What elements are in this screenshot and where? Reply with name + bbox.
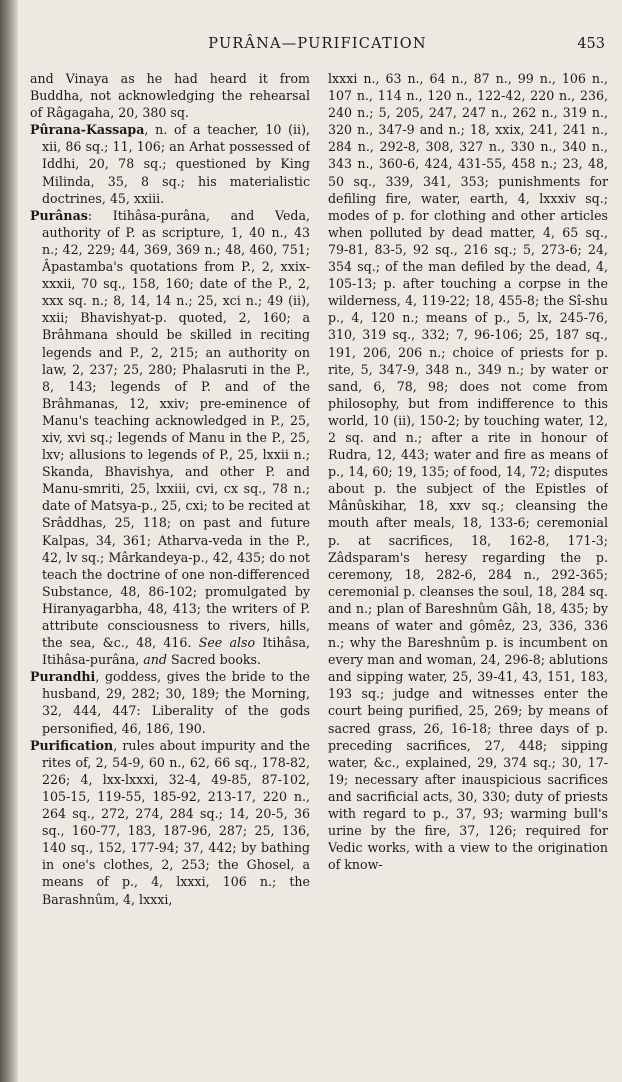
- entry-headword: Purandhi: [30, 669, 96, 685]
- index-entry: [30, 70, 310, 121]
- entry-body: Itihâsa, Itihâsa-purâna,: [42, 635, 310, 668]
- see-also-label: See also: [198, 635, 256, 651]
- left-column: [30, 70, 310, 1075]
- running-head: PURÂNA—PURIFICATION: [208, 36, 427, 52]
- book-binding-shadow: [0, 0, 18, 1082]
- index-entry: [328, 70, 608, 873]
- and-word: and: [143, 652, 167, 668]
- entry-body: lxxxi n., 63 n., 64 n., 87 n., 99 n., 106 n., 107 n., 114 n., 120 n., 122-42, 220 n., 236, 240 n.; 5, 205, 247, 247 n., 262 n., 319 n., 320 n., 347-9 and n.; 18, xxix, 241, 241 n., 284 n., 292-8, 308, 327 n., 330 n., 340 n., 343 n., 360-6, 424, 431-55, 458 n.; 23, 48, 50 sq., 339, 341, 353; punishments for defiling fire, water, earth, 4, lxxxiv sq.; modes of p. for clothing and other articles when polluted by dead matter, 4, 65 sq., 79-81, 83-5, 92 sq., 216 sq.; 5, 273-6; 24, 354 sq.; of the man defiled by the dead, 4, 105-13; p. after touching a corpse in the wilderness, 4, 119-22; 18, 455-8; the Sî-shu p., 4, 120 n.; means of p., 5, lx, 245-76, 310, 319 sq., 332; 7, 96-106; 25, 187 sq., 191, 206, 206 n.; choice of priests for p. rite, 5, 347-9, 348 n., 349 n.; by water or sand, 6, 78, 98; does not come from philosophy, but from indifference to this world, 10 (ii), 150-2; by touching water, 12, 2 sq. and n.; after a rite in honour of Rudra, 12, 443; water and fire as means of p., 14, 60; 19, 135; of food, 14, 72; disputes about p. the subject of the Epistles of Mânûskihar, 18, xxv sq.; cleansing the mouth after meals, 18, 133-6; ceremonial p. at sacrifices, 18, 162-8, 171-3; Zâdsparam's heresy regarding the p. ceremony, 18, 282-6, 284 n., 292-365; ceremonial p. cleanses the soul, 18, 284 sq. and n.; plan of Bareshnûm Gâh, 18, 435; by means of water and gômêz, 23, 336, 336 n.; why the Bareshnûm p. is incumbent on every man and woman, 24, 296-8; ablutions and sipping water, 25, 39-41, 43, 151, 183, 193 sq.; judge and witnesses enter the court being purified, 25, 269; by means of sacred grass, 26, 16-18; three days of p. preceding sacrifices, 27, 448; sipping water, &c., explained, 29, 374 sq.; 30, 17-19; necessary after inauspicious sacrifices and sacrificial acts, 30, 330; duty of priests with regard to p., 37, 93; warming bull's urine by the fire, 37, 126; required for Vedic works, with a view to the origination of know-: [328, 71, 608, 873]
- index-entry: [30, 737, 310, 908]
- entry-body: , goddess, gives the bride to the husband, 29, 282; 30, 189; the Morning, 32, 444, 447: Liberality of the gods personified, 46, 186, 190.: [42, 669, 310, 736]
- entry-headword: Purânas: [30, 207, 88, 223]
- index-entry: [30, 121, 310, 206]
- entry-body: , rules about impurity and the rites of, 2, 54-9, 60 n., 62, 66 sq., 178-82, 226; 4, lxx-lxxxi, 32-4, 49-85, 87-102, 105-15, 119-55, 185-92, 213-17, 220 n., 264 sq., 272, 274, 284 sq.; 14, 20-5, 36 sq., 160-77, 183, 187-96, 287; 25, 136, 140 sq., 152, 177-94; 37, 442; by bathing in one's clothes, 2, 253; the Ghosel, a means of p., 4, lxxxi, 106 n.; the Barashnûm, 4, lxxxi,: [42, 737, 310, 907]
- page-header: [30, 36, 605, 58]
- index-entry: [30, 668, 310, 736]
- entry-headword: Pûrana-Kassapa: [30, 122, 145, 138]
- right-column: [328, 70, 608, 1075]
- page-number: 453: [577, 36, 605, 52]
- index-entry: [30, 207, 310, 669]
- entry-headword: Purification: [30, 737, 114, 753]
- entry-body: and Vinaya as he had heard it from Buddha, not acknowledging the rehearsal of Râgagaha, 20, 380 sq.: [30, 71, 310, 121]
- index-columns: [30, 70, 608, 1075]
- entry-body: Sacred books.: [170, 652, 262, 668]
- entry-body: : Itihâsa-purâna, and Veda, authority of P. as scripture, 1, 40 n., 43 n.; 42, 229; 44, 369, 369 n.; 48, 460, 751; Âpastamba's quotations from P., 2, xxix-xxxii, 70 sq., 158, 160; date of the P., 2, xxx sq. n.; 8, 14, 14 n.; 25, xci n.; 49 (ii), xxii; Bhavishyat-p. quoted, 2, 160; a Brâhmana should be skilled in reciting legends and P., 2, 215; an authority on law, 2, 237; 25, 280; Phalasruti in the P., 8, 143; legends of P. and of the Brâhmanas, 12, xxiv; pre-eminence of Manu's teaching acknowledged in P., 25, xiv, xvi sq.; legends of Manu in the P., 25, lxv; allusions to legends of P., 25, lxxii n.; Skanda, Bhavishya, and other P. and Manu-smriti, 25, lxxiii, cvi, cx sq., 78 n.; date of Matsya-p., 25, cxi; to be recited at Srâddhas, 25, 118; on past and future Kalpas, 34, 361; Atharva-veda in the P., 42, lv sq.; Mârkandeya-p., 42, 435; do not teach the doctrine of one non-differenced Substance, 48, 86-102; promulgated by Hiranyagarbha, 48, 413; the writers of P. attribute consciousness to rivers, hills, the sea, &c., 48, 416.: [42, 207, 310, 651]
- entry-body: , n. of a teacher, 10 (ii), xii, 86 sq.; 11, 106; an Arhat possessed of Iddhi, 20, 78 sq.; questioned by King Milinda, 35, 8 sq.; his materialistic doctrines, 45, xxiii.: [42, 122, 310, 206]
